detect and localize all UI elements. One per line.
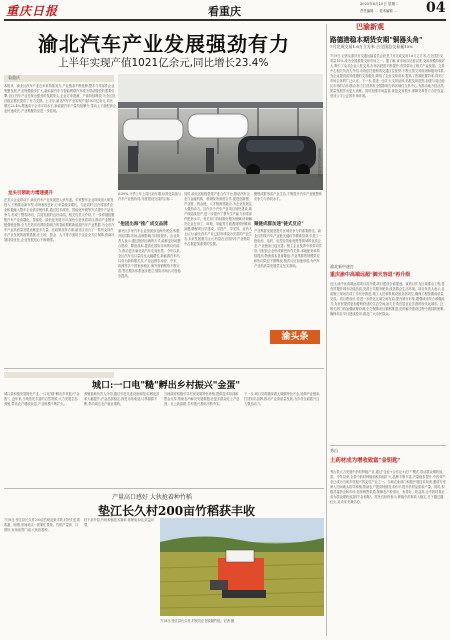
story3-body-2: 村干部介绍,竹稻种植技术简单,管理成本低,效益可观。 <box>84 518 154 527</box>
lead-body-mid-1: 6.28%,分季上年上同比前年增,标准化装备与汽车产业链协同,年度建设完成的目标... <box>118 192 182 201</box>
right-item2-headline: 重庆渝中高端远超"御天容退"再升级 <box>330 272 411 278</box>
subhead-3: 聚链成群加速"链式反应" <box>254 222 304 227</box>
right-rule <box>330 445 446 446</box>
story3-headline: 垫江长久村200亩竹稻获丰收 <box>98 504 256 518</box>
story2-body-1: 城口县积极发展特色产业,一口电"糙"孵出乡村振兴"金蛋"。近年来,当地依托丰富的自然资源,大力发展生态养殖,带动农户增收致富,产业规模不断扩大。 <box>4 392 80 406</box>
lead-body-mid-4: 聚链成群形成产业生态,不断提升汽车产业链整体竞争力与协同水平。 <box>254 192 322 201</box>
page-number: 04 <box>426 0 446 16</box>
lead-photo <box>118 74 323 190</box>
lead-headline: 渝北汽车产业发展强劲有力 <box>38 32 290 56</box>
lead-subheadline: 上半年实现产值1021亿余元,同比增长23.4% <box>58 57 269 69</box>
story3-photo <box>160 518 324 616</box>
story2-body-2: 养殖基地负责人介绍,通过引进先进设备和技术,孵化效率大幅提升,产品品质稳定,深受市场欢迎,订单源源不断,带动周边农户就业增收。 <box>84 392 160 406</box>
story2-headline: 城口:一口电"糙"孵出乡村振兴"金蛋" <box>92 381 241 391</box>
headline-badge <box>270 330 320 344</box>
right-headline: 路德港稳本期货安期"铜器头角" <box>330 36 423 44</box>
lead-body-mid-6 <box>254 270 322 330</box>
column-rule-right <box>326 24 327 636</box>
right-sub: 7月完成交易1.6万立方米 占全国总交易量15% <box>330 44 414 49</box>
story2-body-4: 下一步,城口县将继续做大做强特色产业,延伸产业链条,打造知名品牌,推动产业高质量发展,为乡村全面振兴注入强劲动力。 <box>244 392 321 406</box>
subhead-1: 龙头引领助力增速提升 <box>8 191 53 196</box>
right-body-2: 近日,渝中区高端远超项目再升级,项目建设全面提速。该项目作为区域重点工程,将有效提升城市功能品质,完善公共服务配套,改善群众生活环境。项目负责人表示,目前施工现场各项工作有序推进,施工人员和机械设备全部到位,确保工程按期高质量完成。项目建成后,将进一步优化区域空间布局,提升城市形象,增强城市综合承载能力,为市民提供更加便利舒适的生活空间,助力打造宜居宜业宜游的现代化城市。区相关部门将加强统筹协调,全力保障项目顺利推进,及时解决建设过程中遇到的困难,确保项目早日建成投用,惠及广大市民群众。 <box>330 282 445 316</box>
lead-body-mid-5: 产业集群发展是提升区域竞争力的重要路径。渝北区围绕汽车产业链关键环节精准招商,引进了一批电池、电机、电控及智能座舱等领域的优质企业,产业链条日趋完善。链主企业发挥引领带动作用,与配套企业形成紧密协作关系,本地配套率持续提高,物流成本显著降低,产业集群的规模效应和协同效应不断释放,链式反应加速形成,为汽车产业高质量发展奠定坚实基础。 <box>254 229 322 268</box>
lead-kicker-bar <box>4 75 114 82</box>
date-line: 2025年6月10日 星期二 <box>360 2 399 6</box>
factory-assembly-line-image <box>118 74 323 190</box>
masthead-rule <box>4 19 446 21</box>
right-body-3: 秀山县大力发展中药材种植产业,通过"企业+合作社+农户"模式,带动群众增收致富。今年以来,全县中药材种植面积持续扩大,品种不断丰富,产量稳步提升,中药材产业已成为当地乡村振兴的支柱产业之一。当地农业部门积极开展技术培训,邀请专家深入田间地头指导种植,帮助农户提高种植技术水平,提升药材品质和产量。同时,积极对接药企和市场,拓宽销售渠道,保障农户种得出、卖得好、收益高,让中药材真正成为群众增收致富的"金钥匙"。村民们纷纷表示,种植中药材收入稳定,日子越过越红火,对未来充满信心。 <box>330 470 446 504</box>
lead-body-mid-3: 同时,渝北区积极搭建产业合作平台,推动汽车企业与金融机构、科研院所深度合作,促进创新链、产业链、资金链、人才链深度融合,为企业发展注入强劲动力。区内多个汽车产业项目加快建设,新产线陆续投产,进一步提升了整车生产能力和零部件配套水平。有关部门持续做好服务保障,协调解决企业在用工、用地、用能等方面遇到的困难和问题,确保项目早建成、早投产、早见效。业内人士认为,渝北汽车产业已经形成较为完善的产业生态,未来发展潜力巨大,有望在全国汽车产业格局中占据更加重要的位置。 <box>184 192 252 246</box>
editor-line: 责任编辑 … 美术编辑 … <box>360 9 398 13</box>
lead-body-left-1: 本报讯 渝北区汽车产业近年来持续发力,产业链条不断延伸,整车与零部件企业集聚发展,产业规模稳步扩大,新能源汽车与智能网联汽车成为带动增长的重要引擎,全区汽车产业呈现出强劲的发展势头,企业订单饱满、产能持续释放,为全区经济稳定增长提供了有力支撑。上半年,渝北汽车产业实现产值1021亿余元,同比增长23.4%,增速高于全市平均水平,新能源汽车产量持续攀升,带动上下游配套企业快速成长,产业集聚效应进一步显现。 <box>4 84 116 113</box>
story3-kicker: 产量高口感好 大伙抢着种竹稻 <box>112 494 192 501</box>
right-section-label: 巴渝新观 <box>356 22 384 31</box>
story3-photo-caption: 7月8日,垫江县长久村,村民们正在收割竹稻。记者 摄 <box>160 619 235 623</box>
lead-body-left-2: 在龙头企业带动下,渝北汽车产业发展进入快车道。多家整车企业持续加大研发投入,不断推出新车型,市场表现良好,订单量稳步增长。与此同时,区内零部件企业积极融入整车企业供应链体系,通过技术改造、智能化升级等方式提升产品竞争力,形成了整零协同、共同发展的良好局面。相关负责人介绍,下一步将继续聚焦汽车产业高端化、智能化、绿色化发展方向,加快引进优质项目,推动产业链补链强链延链,全力打造具有国际影响力的智能网联新能源汽车产业集群,为全市汽车产业高质量发展贡献更多力量。在政策扶持方面,渝北区出台了一系列支持汽车产业发展的政策措施,在土地、资金、人才等方面给予企业全方位保障,营商环境持续优化,企业发展信心不断增强。 <box>4 198 115 242</box>
right-body-1: 7月9日,记者从重庆市交通运输委员会获悉,7月完成交易1.6万立方米,占全国总交易量15%,成为全国重要交易市场之一。据了解,该市场自运营以来,交易规模持续扩大,吸引了众多企业入驻交易,市场活跃度不断提升,有效带动了相关产业发展。交易中心相关负责人介绍,市场依托便利的交通区位优势,不断完善交易规则和服务体系,为企业提供高效便捷的交易服务,降低了企业交易成本,提高了资源配置效率,得到了市场主体的广泛认可。下一步,将进一步扩大交易品种,拓展交易范围,加强与周边地区市场的合作联动,努力打造具有全国影响力的区域性交易中心,为推动地方经济高质量发展作出更大贡献。同时加强市场监管,规范交易秩序,保障交易各方合法权益,营造公平公正的市场环境。 <box>330 54 446 98</box>
right-item2-kicker: 渝北新中速打 <box>330 264 354 269</box>
story3-body-1: 7月8日,垫江县长久村200亩竹稻迎来丰收,村民们忙着收割、晾晒,田间地头一派繁忙景象。竹稻产量高、口感好,市场前景广阔,大伙抢着种。 <box>4 518 80 532</box>
right-item3-kicker: 秀山 <box>330 448 338 453</box>
rice-harvester-image <box>160 518 324 616</box>
badge-label: 渝头条 <box>281 332 309 342</box>
section-title: 看重庆 <box>208 5 241 18</box>
lead-kicker: 看重庆 <box>8 75 20 80</box>
section-rule-1 <box>4 368 324 369</box>
subhead-2: "抱团出海"推广成交品牌 <box>118 222 168 227</box>
section-rule-2 <box>4 488 324 489</box>
lead-body-mid-2: 渝北区多家汽车企业组团参加海外展会,积极开拓国际市场,品牌影响力持续提升。企业负责人表示,通过抱团出海的方式,能够更好地整合资源、降低成本,提高在国际市场的议价能力,推动更多渝北造汽车走向世界。今年以来,全区汽车出口量同比大幅增长,新能源汽车出口成为新的增长点,产品远销东南亚、中东、欧洲等多个国家和地区,海外营销网络不断完善,售后服务体系逐步建立,国际市场认可度稳步提高。 <box>118 229 181 278</box>
story2-body-3: 当地政府积极引导村民发展特色养殖,提供技术培训和资金支持,帮助农户解决发展难题,让更多群众吃上产业饭、走上致富路,乡村振兴基础不断夯实。 <box>164 392 240 406</box>
newspaper-logo: 重庆日报 <box>6 4 59 18</box>
right-item3-headline: 土药材成为增收致富"金钥匙" <box>330 458 401 464</box>
lead-photo-caption: 渝北某汽车生产基地 <box>317 148 321 177</box>
